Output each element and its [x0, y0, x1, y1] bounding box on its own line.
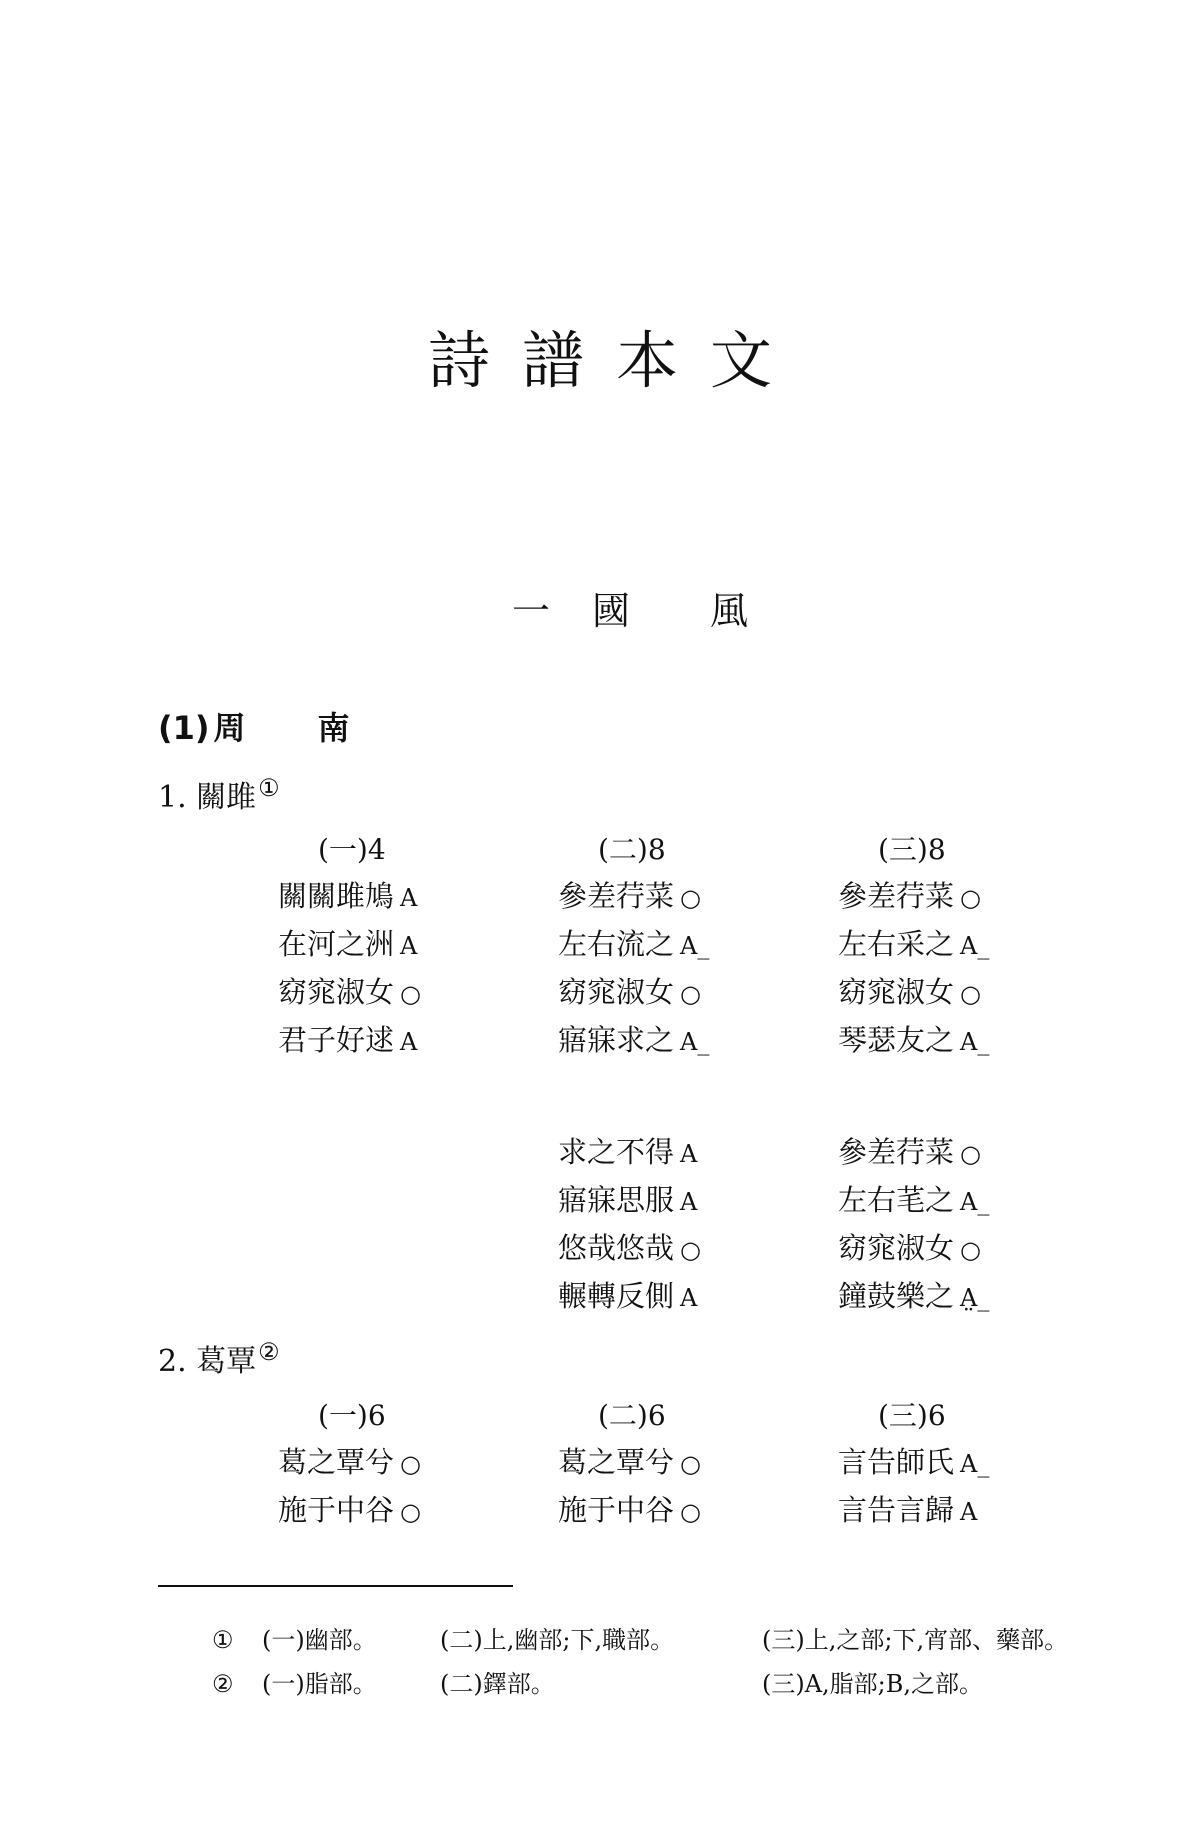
- verse-text: 左右流之: [558, 927, 675, 961]
- rhyme-mark: A: [680, 1188, 698, 1216]
- poem-name: 葛覃: [196, 1344, 257, 1379]
- verse-text: 言告言歸: [838, 1493, 955, 1527]
- footnote-divider: [158, 1585, 513, 1587]
- stanza-header: (二)6: [598, 1399, 666, 1432]
- footnote-text: (三)A,脂部;B,之部。: [762, 1670, 984, 1698]
- verse-line: [838, 879, 981, 913]
- verse-line: [838, 1231, 981, 1265]
- verse-text: 在河之洲: [278, 927, 395, 961]
- rhyme-mark: A: [680, 1284, 698, 1312]
- verse-text: 左右芼之: [838, 1183, 955, 1217]
- subsection-number: (1): [158, 709, 210, 747]
- rhyme-mark: A_: [960, 1028, 990, 1056]
- verse-line: [558, 1279, 698, 1313]
- rhyme-mark: ○: [400, 980, 421, 1008]
- rhyme-mark: ○: [680, 1236, 701, 1264]
- verse-line: [558, 879, 701, 913]
- verse-text: 求之不得: [558, 1135, 675, 1169]
- verse-text: 葛之覃兮: [278, 1445, 395, 1479]
- verse-line: [838, 1493, 978, 1527]
- verse-text: 窈窕淑女: [838, 1231, 955, 1265]
- rhyme-mark: ○: [400, 1450, 421, 1478]
- rhyme-mark: ○: [680, 1450, 701, 1478]
- rhyme-mark: A_: [680, 1028, 710, 1056]
- verse-text: 左右采之: [838, 927, 955, 961]
- verse-line: [558, 1445, 701, 1479]
- verse-line: [278, 975, 421, 1009]
- rhyme-mark: ○: [680, 980, 701, 1008]
- section-number: 一: [512, 589, 551, 633]
- verse-line: [838, 1135, 981, 1169]
- verse-line: [558, 975, 701, 1009]
- rhyme-mark: A: [400, 932, 418, 960]
- verse-text: 寤寐求之: [558, 1023, 675, 1057]
- footnote-ref: ①: [258, 774, 280, 802]
- verse-line: [558, 1135, 698, 1169]
- footnote-ref: ②: [258, 1338, 280, 1366]
- subsection-heading: [158, 709, 350, 747]
- footnote-text: (一)幽部。: [262, 1626, 377, 1654]
- verse-text: 參差荇菜: [558, 879, 675, 913]
- rhyme-mark: ○: [960, 884, 981, 912]
- section-title-part-1: 國: [592, 589, 631, 633]
- rhyme-mark: A_: [960, 932, 990, 960]
- verse-line: [558, 1493, 701, 1527]
- verse-line: [838, 1023, 990, 1057]
- rhyme-mark: ○: [400, 1498, 421, 1526]
- verse-line: [558, 1023, 710, 1057]
- rhyme-mark: A_: [960, 1450, 990, 1478]
- verse-text: 參差荇菜: [838, 1135, 955, 1169]
- footnote-marker: ①: [212, 1626, 234, 1654]
- verse-text: 關關雎鳩: [278, 879, 395, 913]
- rhyme-mark: ○: [960, 1140, 981, 1168]
- stanza-header: (一)6: [318, 1399, 386, 1432]
- verse-line: [838, 927, 990, 961]
- verse-line: [838, 1445, 990, 1479]
- poem-name: 關雎: [196, 780, 257, 815]
- verse-line: [838, 1183, 990, 1217]
- rhyme-mark: ○: [680, 884, 701, 912]
- subsection-part-1: 周: [213, 709, 246, 747]
- verse-line: [278, 1445, 421, 1479]
- page-title: 詩譜本文: [427, 324, 804, 397]
- verse-text: 鐘鼓樂之: [838, 1279, 955, 1313]
- verse-line: [278, 927, 418, 961]
- footnote-text: (二)上,幽部;下,職部。: [440, 1626, 675, 1654]
- verse-text: 悠哉悠哉: [558, 1231, 675, 1265]
- rhyme-mark: A̤_: [960, 1284, 990, 1312]
- verse-line: [278, 879, 418, 913]
- rhyme-mark: A_: [960, 1188, 990, 1216]
- stanza-header: (三)8: [878, 833, 946, 866]
- section-title: [0, 589, 1200, 642]
- poem-number: 1.: [158, 780, 187, 815]
- rhyme-mark: A_: [680, 932, 710, 960]
- verse-line: [838, 1279, 990, 1313]
- verse-line: [278, 1023, 418, 1057]
- stanza-header: (一)4: [318, 833, 386, 866]
- verse-line: [558, 1231, 701, 1265]
- footnote-text: (二)鐸部。: [440, 1670, 555, 1698]
- rhyme-mark: A: [400, 884, 418, 912]
- verse-line: [838, 975, 981, 1009]
- poem-title: [158, 1340, 280, 1377]
- verse-text: 言告師氏: [838, 1445, 955, 1479]
- section-title-part-2: 風: [710, 589, 749, 633]
- rhyme-mark: ○: [680, 1498, 701, 1526]
- verse-text: 施于中谷: [278, 1493, 395, 1527]
- rhyme-mark: ○: [960, 1236, 981, 1264]
- verse-text: 葛之覃兮: [558, 1445, 675, 1479]
- poem-number: 2.: [158, 1344, 187, 1379]
- footnote-marker: ②: [212, 1670, 234, 1698]
- subsection-part-2: 南: [317, 709, 350, 747]
- footnote-text: (一)脂部。: [262, 1670, 377, 1698]
- rhyme-mark: A: [960, 1498, 978, 1526]
- verse-line: [558, 1183, 698, 1217]
- verse-line: [558, 927, 710, 961]
- footnote-text: (三)上,之部;下,宵部、藥部。: [762, 1626, 1069, 1654]
- stanza-header: (三)6: [878, 1399, 946, 1432]
- verse-text: 寤寐思服: [558, 1183, 675, 1217]
- stanza-header: (二)8: [598, 833, 666, 866]
- verse-line: [278, 1493, 421, 1527]
- verse-text: 輾轉反側: [558, 1279, 675, 1313]
- rhyme-mark: ○: [960, 980, 981, 1008]
- verse-text: 琴瑟友之: [838, 1023, 955, 1057]
- poem-title: [158, 776, 280, 813]
- verse-text: 君子好逑: [278, 1023, 395, 1057]
- rhyme-mark: A: [400, 1028, 418, 1056]
- rhyme-mark: A: [680, 1140, 698, 1168]
- verse-text: 窈窕淑女: [558, 975, 675, 1009]
- verse-text: 施于中谷: [558, 1493, 675, 1527]
- verse-text: 窈窕淑女: [838, 975, 955, 1009]
- verse-text: 參差荇菜: [838, 879, 955, 913]
- verse-text: 窈窕淑女: [278, 975, 395, 1009]
